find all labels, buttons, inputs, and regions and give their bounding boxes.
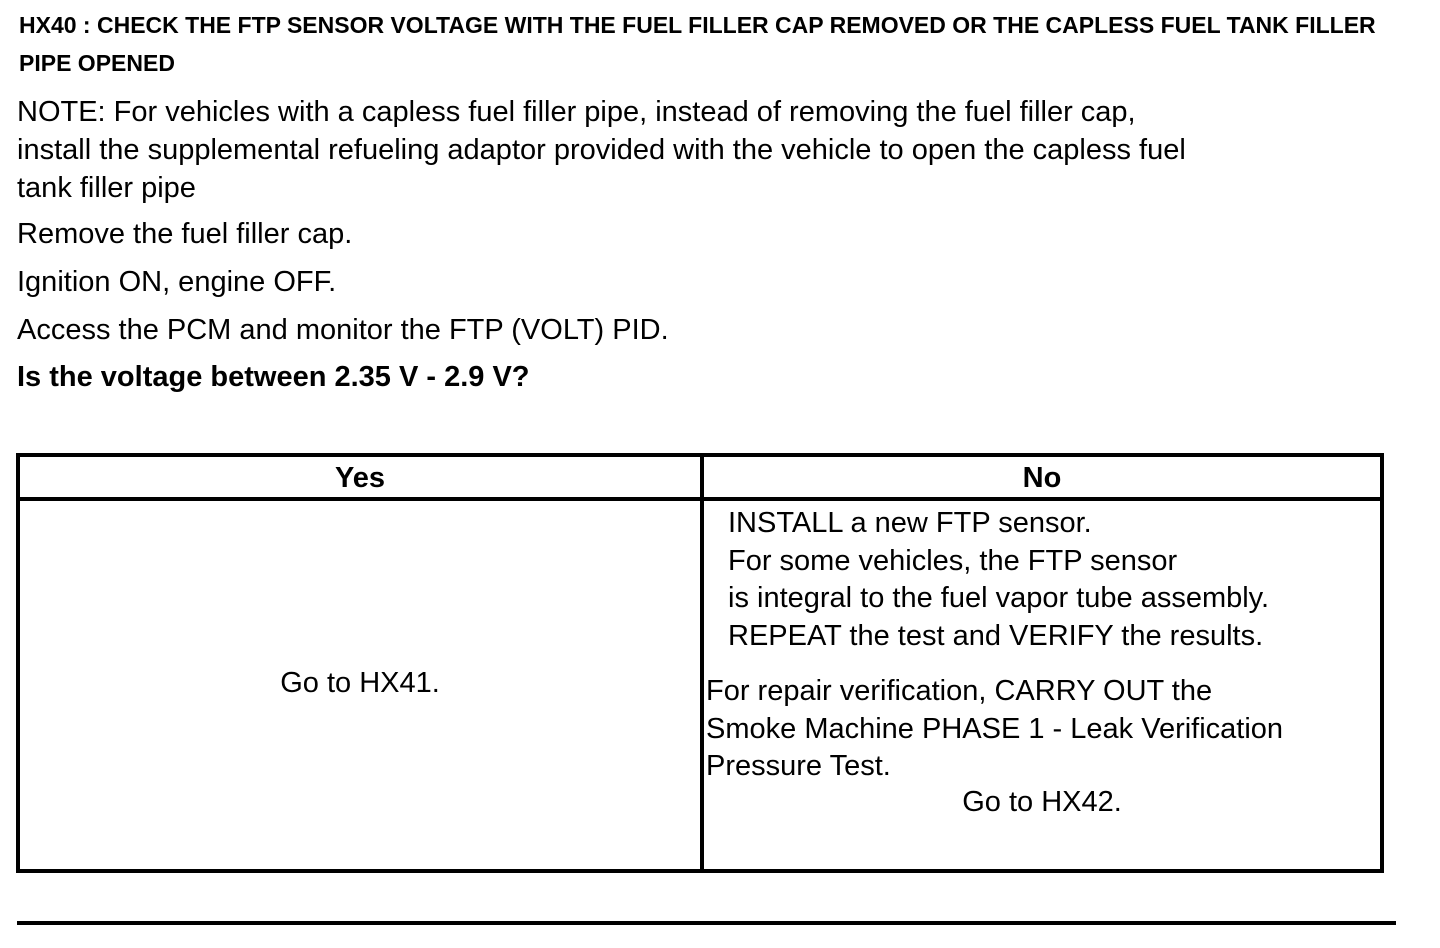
test-question: Is the voltage between 2.35 V - 2.9 V?: [17, 361, 530, 393]
no-instruction-line: REPEAT the test and VERIFY the results.: [728, 619, 1264, 652]
instruction-remove-cap: Remove the fuel filler cap.: [17, 218, 353, 250]
result-table: [16, 453, 1384, 873]
no-action: Go to HX42.: [962, 786, 1122, 818]
repair-verification: [706, 673, 1283, 786]
yes-action: Go to HX41.: [280, 667, 440, 699]
note-paragraph: [17, 93, 1186, 207]
no-instruction-line: is integral to the fuel vapor tube assembly.: [728, 582, 1270, 614]
repair-line: Smoke Machine PHASE 1 - Leak Verification: [706, 712, 1284, 745]
no-instruction-line: INSTALL a new FTP sensor.: [728, 507, 1092, 539]
note-line: NOTE: For vehicles with a capless fuel filler pipe, instead of removing the fuel filler cap,: [17, 96, 1136, 128]
instruction-monitor-pid: Access the PCM and monitor the FTP (VOLT) PID.: [17, 314, 669, 346]
header-divider: [20, 497, 1380, 501]
step-heading: HX40 : CHECK THE FTP SENSOR VOLTAGE WITH THE FUEL FILLER CAP REMOVED OR THE CAPLESS FUEL TANK FILLER PIPE OPENED: [19, 12, 1376, 76]
repair-line: For repair verification, CARRY OUT the: [706, 675, 1213, 707]
no-instruction-line: For some vehicles, the FTP sensor: [728, 544, 1178, 577]
instruction-ignition: Ignition ON, engine OFF.: [17, 266, 337, 298]
no-column-header: No: [1022, 462, 1062, 494]
note-line: tank filler pipe: [17, 172, 196, 204]
note-line: install the supplemental refueling adaptor provided with the vehicle to open the capless fuel: [17, 134, 1186, 166]
no-instructions: [728, 505, 1269, 655]
yes-column-header: Yes: [335, 462, 385, 494]
repair-line: Pressure Test.: [706, 750, 891, 782]
bottom-rule: [17, 921, 1396, 925]
